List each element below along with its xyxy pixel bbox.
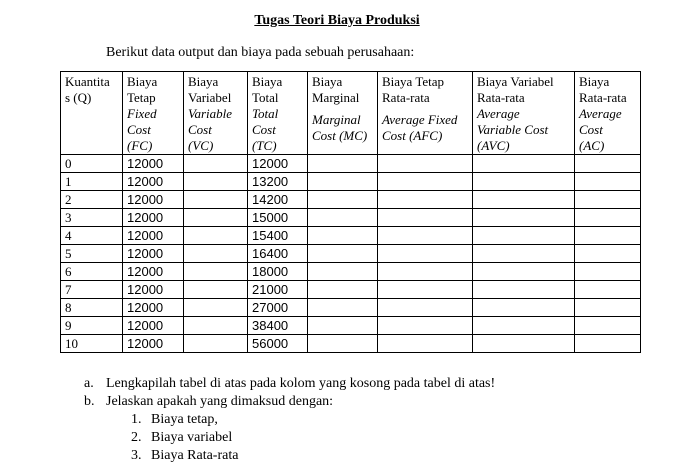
quantity-cell: 10 (61, 335, 123, 353)
sub-question-marker: 3. (131, 448, 142, 463)
table-row (61, 263, 641, 281)
marginal-cost-cell (308, 317, 378, 335)
header-line: Tetap (127, 90, 156, 105)
sub-question-text: Biaya variabel (151, 430, 233, 445)
fixed-cost-cell: 12000 (123, 209, 184, 227)
afc-cell (378, 299, 473, 317)
table-row (61, 155, 641, 173)
table-row (61, 245, 641, 263)
quantity-cell: 7 (61, 281, 123, 299)
afc-cell (378, 173, 473, 191)
variable-cost-cell (184, 335, 248, 353)
avc-cell (473, 209, 575, 227)
header-italic-line: Cost (127, 122, 151, 137)
header-line: s (Q) (65, 90, 92, 105)
sub-question-list (131, 411, 238, 465)
header-italic-line: (AC) (579, 138, 605, 153)
ac-cell (575, 227, 641, 245)
column-header (248, 72, 308, 155)
marginal-cost-cell (308, 299, 378, 317)
header-italic-line: Average Fixed (382, 112, 458, 127)
column-header (473, 72, 575, 155)
marginal-cost-cell (308, 209, 378, 227)
header-line: Biaya (312, 74, 343, 89)
total-cost-cell: 16400 (248, 245, 308, 263)
total-cost-cell: 14200 (248, 191, 308, 209)
header-italic-line: Cost (AFC) (382, 128, 443, 143)
marginal-cost-cell (308, 335, 378, 353)
ac-cell (575, 281, 641, 299)
header-italic-line: Average (579, 106, 622, 121)
variable-cost-cell (184, 209, 248, 227)
question-marker: b. (84, 394, 95, 409)
header-italic-line: Total (252, 106, 279, 121)
header-italic-line: Variable Cost (477, 122, 549, 137)
question-item (84, 393, 495, 411)
avc-cell (473, 191, 575, 209)
avc-cell (473, 335, 575, 353)
question-list (84, 375, 495, 411)
total-cost-cell: 13200 (248, 173, 308, 191)
ac-cell (575, 191, 641, 209)
afc-cell (378, 317, 473, 335)
column-header (378, 72, 473, 155)
avc-cell (473, 299, 575, 317)
table-row (61, 299, 641, 317)
header-italic-line: Fixed (127, 106, 157, 121)
total-cost-cell: 18000 (248, 263, 308, 281)
ac-cell (575, 263, 641, 281)
quantity-cell: 2 (61, 191, 123, 209)
table-row (61, 227, 641, 245)
total-cost-cell: 38400 (248, 317, 308, 335)
marginal-cost-cell (308, 173, 378, 191)
quantity-cell: 4 (61, 227, 123, 245)
sub-question-text: Biaya tetap, (151, 412, 218, 427)
column-header (308, 72, 378, 155)
fixed-cost-cell: 12000 (123, 155, 184, 173)
question-text: Lengkapilah tabel di atas pada kolom yang kosong pada tabel di atas! (106, 376, 496, 391)
header-line: Biaya Tetap (382, 74, 445, 89)
header-italic-line: Variable (188, 106, 233, 121)
quantity-cell: 3 (61, 209, 123, 227)
table-row (61, 191, 641, 209)
afc-cell (378, 281, 473, 299)
variable-cost-cell (184, 191, 248, 209)
avc-cell (473, 317, 575, 335)
marginal-cost-cell (308, 281, 378, 299)
total-cost-cell: 15000 (248, 209, 308, 227)
header-line: Biaya (252, 74, 283, 89)
marginal-cost-cell (308, 155, 378, 173)
marginal-cost-cell (308, 263, 378, 281)
avc-cell (473, 245, 575, 263)
variable-cost-cell (184, 227, 248, 245)
header-line: Rata-rata (382, 90, 430, 105)
header-italic-line: Cost (MC) (312, 128, 368, 143)
afc-cell (378, 245, 473, 263)
ac-cell (575, 299, 641, 317)
header-italic-line: (FC) (127, 138, 153, 153)
fixed-cost-cell: 12000 (123, 245, 184, 263)
table-row (61, 209, 641, 227)
fixed-cost-cell: 12000 (123, 263, 184, 281)
variable-cost-cell (184, 263, 248, 281)
sub-question-item (131, 411, 238, 429)
sub-question-item (131, 447, 238, 465)
ac-cell (575, 209, 641, 227)
fixed-cost-cell: 12000 (123, 281, 184, 299)
variable-cost-cell (184, 281, 248, 299)
header-line: Total (252, 90, 279, 105)
avc-cell (473, 281, 575, 299)
ac-cell (575, 245, 641, 263)
document-title: Tugas Teori Biaya Produksi (254, 13, 420, 28)
avc-cell (473, 227, 575, 245)
header-line: Kuantita (65, 74, 110, 89)
quantity-cell: 9 (61, 317, 123, 335)
ac-cell (575, 173, 641, 191)
quantity-cell: 8 (61, 299, 123, 317)
header-line: Rata-rata (579, 90, 627, 105)
column-header (61, 72, 123, 155)
variable-cost-cell (184, 155, 248, 173)
fixed-cost-cell: 12000 (123, 299, 184, 317)
question-item (84, 375, 495, 393)
variable-cost-cell (184, 317, 248, 335)
avc-cell (473, 173, 575, 191)
table-body (61, 155, 641, 353)
header-line: Rata-rata (477, 90, 525, 105)
header-italic-line: Marginal (312, 112, 361, 127)
header-line: Marginal (312, 90, 360, 105)
intro-text: Berikut data output dan biaya pada sebuah perusahaan: (106, 45, 415, 60)
afc-cell (378, 209, 473, 227)
quantity-cell: 0 (61, 155, 123, 173)
question-marker: a. (84, 376, 94, 391)
header-italic-line: (VC) (188, 138, 214, 153)
fixed-cost-cell: 12000 (123, 227, 184, 245)
header-italic-line: Cost (188, 122, 212, 137)
table-row (61, 173, 641, 191)
afc-cell (378, 227, 473, 245)
question-text: Jelaskan apakah yang dimaksud dengan: (106, 394, 334, 409)
quantity-cell: 5 (61, 245, 123, 263)
variable-cost-cell (184, 173, 248, 191)
total-cost-cell: 27000 (248, 299, 308, 317)
ac-cell (575, 155, 641, 173)
header-italic-line: (TC) (252, 138, 277, 153)
fixed-cost-cell: 12000 (123, 191, 184, 209)
variable-cost-cell (184, 245, 248, 263)
total-cost-cell: 21000 (248, 281, 308, 299)
header-line: Biaya (579, 74, 610, 89)
column-header (575, 72, 641, 155)
header-line: Biaya (127, 74, 158, 89)
ac-cell (575, 317, 641, 335)
afc-cell (378, 335, 473, 353)
variable-cost-cell (184, 299, 248, 317)
header-line: Variabel (188, 90, 232, 105)
afc-cell (378, 191, 473, 209)
sub-question-marker: 1. (131, 412, 142, 427)
quantity-cell: 6 (61, 263, 123, 281)
afc-cell (378, 155, 473, 173)
fixed-cost-cell: 12000 (123, 335, 184, 353)
table-row (61, 335, 641, 353)
fixed-cost-cell: 12000 (123, 173, 184, 191)
quantity-cell: 1 (61, 173, 123, 191)
ac-cell (575, 335, 641, 353)
avc-cell (473, 155, 575, 173)
table-header-row (61, 72, 641, 155)
total-cost-cell: 56000 (248, 335, 308, 353)
header-line: Biaya Variabel (477, 74, 554, 89)
sub-question-marker: 2. (131, 430, 142, 445)
marginal-cost-cell (308, 227, 378, 245)
sub-question-item (131, 429, 238, 447)
marginal-cost-cell (308, 245, 378, 263)
column-header (184, 72, 248, 155)
header-italic-line: Cost (579, 122, 603, 137)
avc-cell (473, 263, 575, 281)
total-cost-cell: 15400 (248, 227, 308, 245)
header-line: Biaya (188, 74, 219, 89)
column-header (123, 72, 184, 155)
marginal-cost-cell (308, 191, 378, 209)
header-italic-line: Cost (252, 122, 276, 137)
sub-question-text: Biaya Rata-rata (151, 448, 239, 463)
header-italic-line: (AVC) (477, 138, 510, 153)
fixed-cost-cell: 12000 (123, 317, 184, 335)
afc-cell (378, 263, 473, 281)
cost-table (60, 71, 641, 353)
header-italic-line: Average (477, 106, 520, 121)
table-row (61, 317, 641, 335)
table-row (61, 281, 641, 299)
total-cost-cell: 12000 (248, 155, 308, 173)
